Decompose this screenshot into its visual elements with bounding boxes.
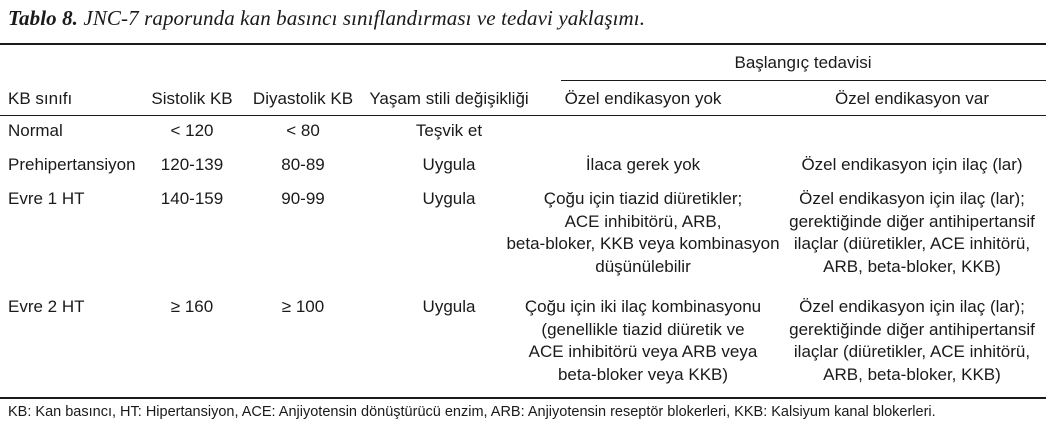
cell-yasam-stili: Uygula xyxy=(422,155,476,174)
cell-yasam-stili: Teşvik et xyxy=(415,121,483,140)
cell-yasam-stili: Uygula xyxy=(422,189,476,208)
group-header-rule xyxy=(561,80,1046,81)
table-footnote: KB: Kan basıncı, HT: Hipertansiyon, ACE: Anjiyotensin dönüştürücü enzim, ARB: Anjiyotensin reseptör blokerleri, KKB: Kalsiyum kanal blokerleri. xyxy=(8,404,936,420)
column-header-diyastolik: Diyastolik KB xyxy=(252,89,354,108)
cell-diyastolik: 90-99 xyxy=(281,189,325,208)
cell-diyastolik: < 80 xyxy=(286,121,320,140)
cell-ozel-yok: Çoğu için iki ilaç kombinasyonu (genellikle tiazid diüretik ve ACE inhibitörü veya ARB veya beta-bloker veya KKB) xyxy=(524,297,762,384)
column-header-sistolik: Sistolik KB xyxy=(151,89,233,108)
cell-ozel-yok: İlaca gerek yok xyxy=(585,155,701,174)
cell-diyastolik: ≥ 100 xyxy=(281,297,325,316)
cell-ozel-var: Özel endikasyon için ilaç (lar) xyxy=(801,155,1023,174)
cell-ozel-var: Özel endikasyon için ilaç (lar); gerektiğinde diğer antihipertansif ilaçlar (diüretikler, ACE inhitörü, ARB, beta-bloker, KKB) xyxy=(789,189,1035,276)
cell-ozel-var: Özel endikasyon için ilaç (lar); gerektiğinde diğer antihipertansif ilaçlar (diüretikler, ACE inhitörü, ARB, beta-bloker, KKB) xyxy=(789,297,1035,384)
table-caption xyxy=(8,6,645,31)
group-header-baslangic-tedavisi: Başlangıç tedavisi xyxy=(734,53,872,72)
cell-yasam-stili: Uygula xyxy=(422,297,476,316)
table-caption-text: JNC-7 raporunda kan basıncı sınıflandırması ve tedavi yaklaşımı. xyxy=(78,6,646,30)
table-caption-label: Tablo 8. xyxy=(8,6,79,30)
cell-sistolik: ≥ 160 xyxy=(170,297,214,316)
cell-ozel-yok: Çoğu için tiazid diüretikler; ACE inhibitörü, ARB, beta-bloker, KKB veya kombinasyon düşünülebilir xyxy=(506,189,780,276)
table-bottom-rule xyxy=(0,397,1046,399)
header-bottom-rule xyxy=(0,115,1046,116)
cell-sistolik: 120-139 xyxy=(160,155,224,174)
table-top-rule xyxy=(0,43,1046,45)
cell-diyastolik: 80-89 xyxy=(281,155,325,174)
column-header-kb-sinifi: KB sınıfı xyxy=(8,89,73,108)
cell-sistolik: 140-159 xyxy=(160,189,224,208)
cell-kb-sinifi: Evre 2 HT xyxy=(8,297,85,316)
cell-kb-sinifi: Normal xyxy=(8,121,63,140)
cell-sistolik: < 120 xyxy=(170,121,214,140)
column-header-yasam-stili: Yaşam stili değişikliği xyxy=(369,89,529,108)
column-header-ozel-var: Özel endikasyon var xyxy=(834,89,990,108)
cell-kb-sinifi: Prehipertansiyon xyxy=(8,155,136,174)
cell-kb-sinifi: Evre 1 HT xyxy=(8,189,85,208)
column-header-ozel-yok: Özel endikasyon yok xyxy=(564,89,722,108)
